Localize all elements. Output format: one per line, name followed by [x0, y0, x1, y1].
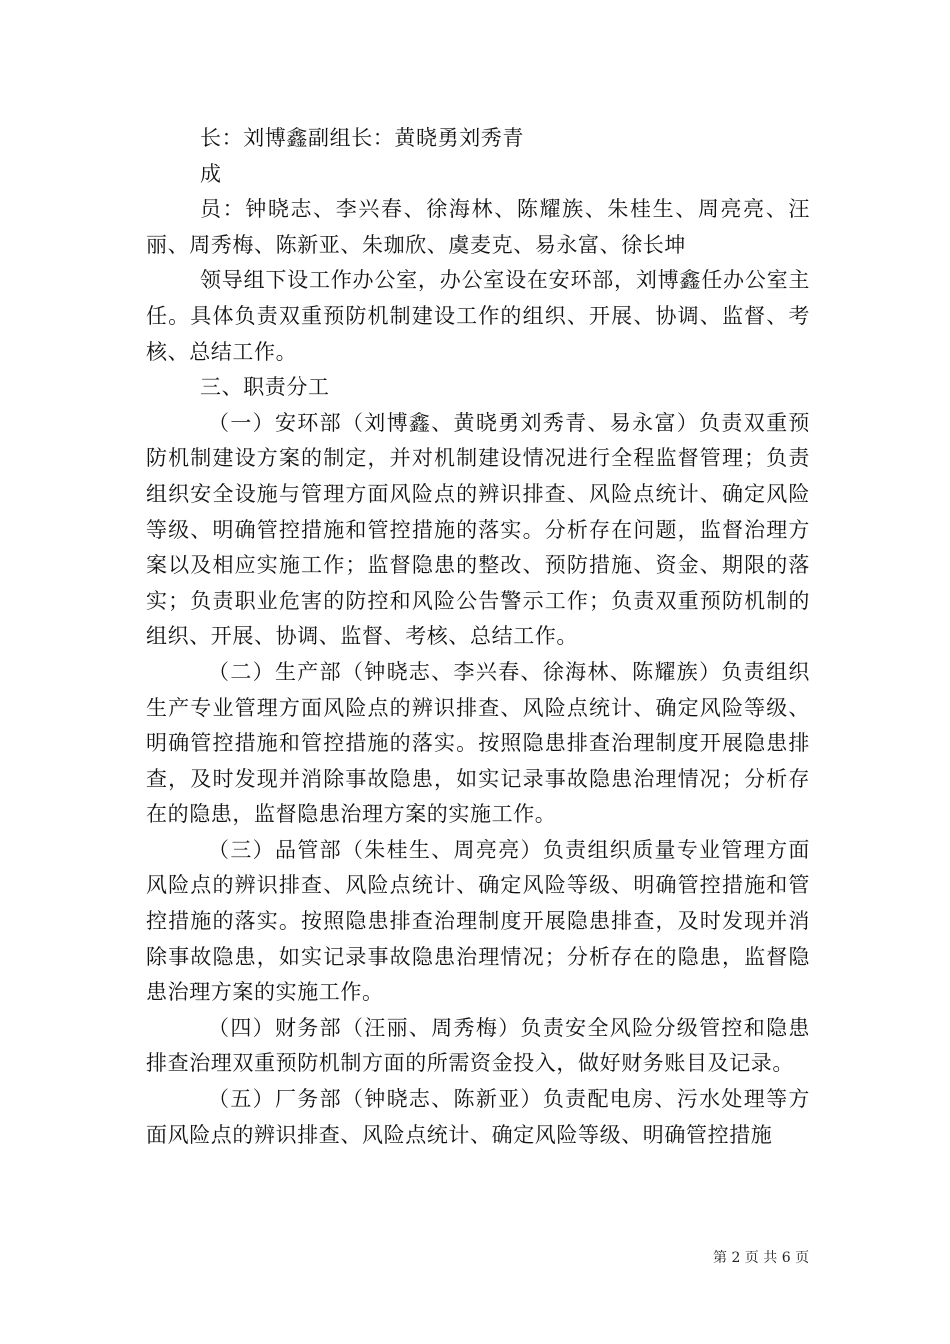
duty-paragraph-3: （三）品管部（朱桂生、周亮亮）负责组织质量专业管理方面风险点的辨识排查、风险点统计、确定风险等级、明确管控措施和管控措施的落实。按照隐患排查治理制度开展隐患排查，及时发现并消除事故隐患，如实记录事故隐患治理情况；分析存在的隐患，监督隐患治理方案的实施工作。 [146, 837, 810, 1005]
page-number: 第 2 页 共 6 页 [713, 1250, 810, 1266]
member-list: 员：钟晓志、李兴春、徐海林、陈耀族、朱桂生、周亮亮、汪丽、周秀梅、陈新亚、朱珈欣、虞麦克、易永富、徐长坤 [146, 197, 810, 257]
duty-paragraph-4: （四）财务部（汪丽、周秀梅）负责安全风险分级管控和隐患排查治理双重预防机制方面的所需资金投入，做好财务账目及记录。 [146, 1015, 810, 1076]
duty-paragraph-1: （一）安环部（刘博鑫、黄晓勇刘秀青、易永富）负责双重预防机制建设方案的制定，并对机制建设情况进行全程监督管理；负责组织安全设施与管理方面风险点的辨识排查、风险点统计、确定风险等级、明确管控措施和管控措施的落实。分析存在问题，监督治理方案以及相应实施工作；监督隐患的整改、预防措施、资金、期限的落实；负责职业危害的防控和风险公告警示工作；负责双重预防机制的组织、开展、协调、监督、考核、总结工作。 [146, 410, 810, 649]
document-body [146, 121, 810, 1153]
section-heading: 三、职责分工 [200, 375, 330, 400]
office-paragraph: 领导组下设工作办公室，办公室设在安环部，刘博鑫任办公室主任。具体负责双重预防机制建设工作的组织、开展、协调、监督、考核、总结工作。 [146, 268, 810, 364]
duty-paragraph-5: （五）厂务部（钟晓志、陈新亚）负责配电房、污水处理等方面风险点的辨识排查、风险点统计、确定风险等级、明确管控措施 [146, 1087, 810, 1147]
leader-line: 长：刘博鑫副组长：黄晓勇刘秀青 [200, 126, 524, 150]
member-prefix: 成 [200, 161, 222, 186]
duty-paragraph-2: （二）生产部（钟晓志、李兴春、徐海林、陈耀族）负责组织生产专业管理方面风险点的辨识排查、风险点统计、确定风险等级、明确管控措施和管控措施的落实。按照隐患排查治理制度开展隐患排查，及时发现并消除事故隐患，如实记录事故隐患治理情况；分析存在的隐患，监督隐患治理方案的实施工作。 [146, 659, 810, 827]
